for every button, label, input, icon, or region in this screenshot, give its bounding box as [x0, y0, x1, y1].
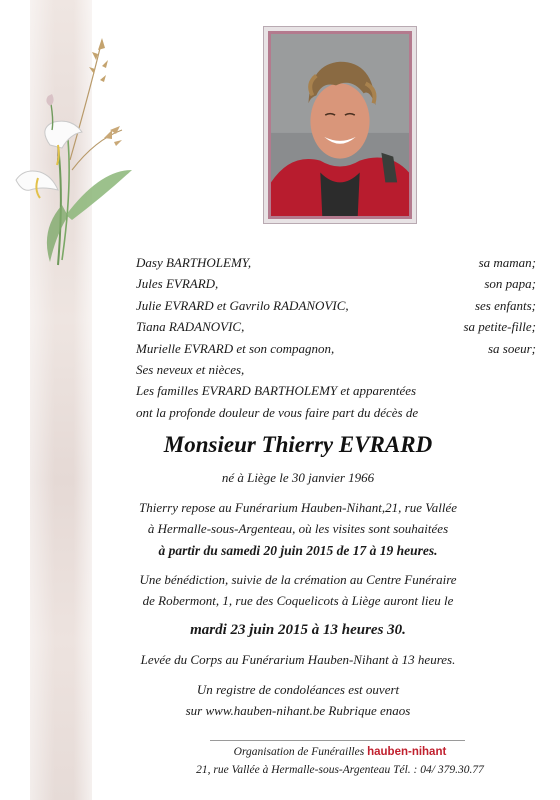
deceased-name: Monsieur Thierry EVRARD — [163, 432, 433, 457]
relative-row — [136, 380, 536, 401]
relative-row — [136, 316, 536, 337]
relative-row — [136, 273, 536, 294]
ceremony-date: mardi 23 juin 2015 à 13 heures 30. — [190, 622, 406, 638]
footer-divider — [210, 740, 465, 741]
register-line-1: Un registre de condoléances est ouvert — [196, 682, 400, 697]
relative-relation: son papa; — [484, 276, 536, 292]
portrait-photo — [271, 34, 409, 216]
relatives-list — [136, 252, 536, 423]
ceremony-line-1: Une bénédiction, suivie de la crémation au Centre Funéraire — [139, 572, 457, 587]
ceremony-line-2: de Robermont, 1, rue des Coquelicots à Liège auront lieu le — [142, 593, 454, 608]
footer-address: 21, rue Vallée à Hermalle-sous-Argenteau Tél. : 04/ 379.30.77 — [196, 764, 484, 776]
levee-info: Levée du Corps au Funérarium Hauben-Nihant à 13 heures. — [140, 652, 456, 667]
relative-name: Dasy BARTHOLEMY, — [136, 255, 252, 270]
portrait-mat — [268, 31, 412, 219]
relative-name: Murielle EVRARD et son compagnon, — [136, 340, 335, 356]
relative-name: Ses neveux et nièces, — [136, 361, 245, 377]
footer-org-prefix: Organisation de Funérailles — [233, 746, 365, 758]
visit-time: à partir du samedi 20 juin 2015 de 17 à 19 heures. — [158, 543, 438, 558]
relative-relation: sa soeur; — [487, 340, 536, 356]
birth-info: né à Liège le 30 janvier 1966 — [221, 470, 375, 485]
relative-name: Julie EVRARD et Gavrilo RADANOVIC, — [136, 297, 349, 313]
relative-row — [136, 252, 536, 273]
footer-organisation — [120, 746, 560, 758]
brand-name: hauben-nihant — [367, 746, 447, 758]
relative-relation: sa maman; — [478, 255, 536, 270]
relative-row — [136, 338, 536, 359]
relative-relation: ses enfants; — [474, 297, 536, 313]
relative-name: Jules EVRARD, — [136, 276, 219, 292]
register-line-2: sur www.hauben-nihant.be Rubrique enaos — [185, 703, 411, 718]
rest-place-line-2: à Hermalle-sous-Argenteau, où les visites sont souhaitées — [147, 521, 449, 536]
portrait-frame — [263, 26, 417, 224]
relative-relation: sa petite-fille; — [463, 319, 536, 335]
relative-name: Tiana RADANOVIC, — [136, 319, 245, 335]
rest-place-line-1: Thierry repose au Funérarium Hauben-Nihant,21, rue Vallée — [139, 500, 457, 515]
relative-row — [136, 359, 536, 380]
relative-row — [136, 295, 536, 316]
relative-name: ont la profonde douleur de vous faire part du décès de — [136, 404, 419, 420]
announcement-line — [136, 402, 536, 423]
calla-lily-wheat-illustration — [10, 30, 135, 270]
relative-name: Les familles EVRARD BARTHOLEMY et apparentées — [136, 383, 417, 399]
